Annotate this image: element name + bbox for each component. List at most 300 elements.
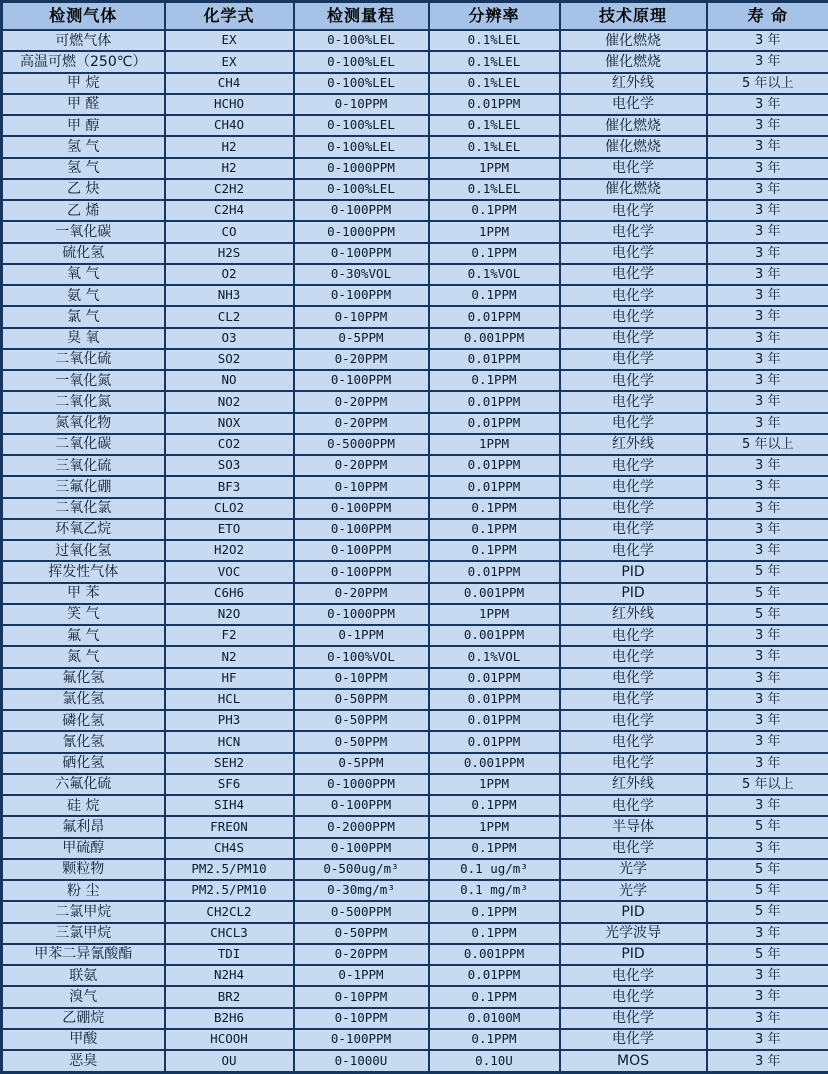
cell-range: 0-100%LEL [294,73,429,94]
cell-formula: C6H6 [165,583,294,604]
cell-lifespan: 5 年以上 [707,774,828,795]
cell-lifespan: 3 年 [707,370,828,391]
cell-range: 0-100PPM [294,540,429,561]
cell-principle: 电化学 [560,243,707,264]
cell-principle: 催化燃烧 [560,136,707,157]
cell-principle: 电化学 [560,986,707,1007]
cell-formula: H2S [165,243,294,264]
cell-resolution: 0.1PPM [429,1029,560,1050]
cell-formula: H2 [165,136,294,157]
cell-formula: CH4O [165,115,294,136]
table-row [2,689,828,710]
cell-resolution: 1PPM [429,604,560,625]
cell-principle: 催化燃烧 [560,51,707,72]
cell-principle: 电化学 [560,795,707,816]
cell-resolution: 0.1%LEL [429,30,560,51]
cell-principle: 光学波导 [560,923,707,944]
table-row [2,179,828,200]
table-row [2,816,828,837]
cell-lifespan: 3 年 [707,200,828,221]
cell-resolution: 0.01PPM [429,476,560,497]
cell-formula: EX [165,51,294,72]
cell-lifespan: 3 年 [707,923,828,944]
table-row [2,200,828,221]
cell-formula: PH3 [165,710,294,731]
cell-gas_name: 甲苯二异氰酸酯 [2,944,165,965]
cell-gas_name: 氧 气 [2,264,165,285]
cell-lifespan: 3 年 [707,285,828,306]
cell-gas_name: 挥发性气体 [2,561,165,582]
cell-gas_name: 过氧化氢 [2,540,165,561]
table-row [2,583,828,604]
header-formula: 化学式 [165,2,294,31]
cell-range: 0-100PPM [294,561,429,582]
cell-formula: ETO [165,519,294,540]
cell-gas_name: 六氟化硫 [2,774,165,795]
cell-resolution: 0.1%VOL [429,264,560,285]
cell-lifespan: 3 年 [707,625,828,646]
cell-range: 0-10PPM [294,668,429,689]
cell-lifespan: 3 年 [707,136,828,157]
cell-gas_name: 溴气 [2,986,165,1007]
cell-resolution: 0.001PPM [429,328,560,349]
cell-lifespan: 3 年 [707,1029,828,1050]
cell-formula: CH4 [165,73,294,94]
cell-range: 0-100PPM [294,1029,429,1050]
table-row [2,540,828,561]
cell-gas_name: 氯 气 [2,306,165,327]
cell-resolution: 0.1PPM [429,370,560,391]
cell-principle: 电化学 [560,306,707,327]
cell-principle: 电化学 [560,625,707,646]
cell-gas_name: 硫化氢 [2,243,165,264]
table-row [2,668,828,689]
cell-range: 0-50PPM [294,731,429,752]
cell-lifespan: 3 年 [707,243,828,264]
cell-resolution: 1PPM [429,774,560,795]
cell-range: 0-20PPM [294,391,429,412]
cell-principle: 电化学 [560,498,707,519]
cell-formula: HF [165,668,294,689]
cell-gas_name: 三氧化硫 [2,455,165,476]
cell-principle: 电化学 [560,94,707,115]
cell-lifespan: 3 年 [707,1008,828,1029]
table-row [2,880,828,901]
cell-resolution: 0.1%LEL [429,73,560,94]
table-row [2,306,828,327]
cell-resolution: 0.1PPM [429,923,560,944]
table-row [2,264,828,285]
cell-principle: 电化学 [560,200,707,221]
cell-range: 0-10PPM [294,1008,429,1029]
cell-formula: EX [165,30,294,51]
cell-gas_name: 二氧化硫 [2,349,165,370]
cell-lifespan: 3 年 [707,413,828,434]
cell-principle: 电化学 [560,1029,707,1050]
table-row [2,221,828,242]
cell-resolution: 0.1PPM [429,838,560,859]
cell-formula: NOX [165,413,294,434]
cell-principle: 电化学 [560,328,707,349]
cell-range: 0-100%LEL [294,136,429,157]
cell-gas_name: 笑 气 [2,604,165,625]
cell-gas_name: 甲酸 [2,1029,165,1050]
cell-resolution: 0.1PPM [429,540,560,561]
cell-range: 0-10PPM [294,476,429,497]
cell-gas_name: 氯化氢 [2,689,165,710]
table-row [2,731,828,752]
cell-range: 0-100PPM [294,370,429,391]
cell-principle: 电化学 [560,221,707,242]
cell-formula: VOC [165,561,294,582]
cell-principle: 电化学 [560,285,707,306]
cell-lifespan: 5 年以上 [707,434,828,455]
cell-gas_name: 一氧化碳 [2,221,165,242]
cell-resolution: 0.001PPM [429,753,560,774]
cell-gas_name: 氟化氢 [2,668,165,689]
cell-formula: SIH4 [165,795,294,816]
cell-principle: 电化学 [560,413,707,434]
cell-principle: 电化学 [560,689,707,710]
cell-gas_name: 粉 尘 [2,880,165,901]
cell-formula: H2 [165,158,294,179]
cell-formula: OU [165,1050,294,1073]
cell-resolution: 0.10U [429,1050,560,1073]
cell-lifespan: 3 年 [707,264,828,285]
cell-lifespan: 3 年 [707,965,828,986]
cell-gas_name: 三氟化硼 [2,476,165,497]
cell-principle: MOS [560,1050,707,1073]
cell-formula: F2 [165,625,294,646]
table-row [2,795,828,816]
cell-gas_name: 乙 烯 [2,200,165,221]
header-resolution: 分辨率 [429,2,560,31]
cell-range: 0-20PPM [294,944,429,965]
cell-range: 0-1000PPM [294,604,429,625]
cell-resolution: 0.01PPM [429,965,560,986]
cell-lifespan: 3 年 [707,689,828,710]
cell-principle: 半导体 [560,816,707,837]
cell-range: 0-2000PPM [294,816,429,837]
cell-lifespan: 3 年 [707,328,828,349]
cell-lifespan: 3 年 [707,668,828,689]
cell-lifespan: 3 年 [707,30,828,51]
table-row [2,328,828,349]
cell-range: 0-500PPM [294,901,429,922]
cell-principle: 催化燃烧 [560,30,707,51]
cell-lifespan: 5 年以上 [707,73,828,94]
cell-lifespan: 5 年 [707,816,828,837]
cell-range: 0-1PPM [294,965,429,986]
cell-gas_name: 环氧乙烷 [2,519,165,540]
cell-formula: HCOOH [165,1029,294,1050]
cell-principle: 电化学 [560,710,707,731]
cell-resolution: 0.001PPM [429,583,560,604]
cell-lifespan: 3 年 [707,221,828,242]
cell-range: 0-100%LEL [294,51,429,72]
cell-principle: PID [560,561,707,582]
cell-resolution: 0.01PPM [429,731,560,752]
cell-lifespan: 3 年 [707,838,828,859]
cell-gas_name: 氮 气 [2,646,165,667]
table-row [2,285,828,306]
cell-resolution: 0.01PPM [429,413,560,434]
cell-formula: TDI [165,944,294,965]
cell-lifespan: 3 年 [707,455,828,476]
cell-range: 0-50PPM [294,923,429,944]
cell-formula: C2H2 [165,179,294,200]
cell-resolution: 0.1PPM [429,986,560,1007]
cell-gas_name: 可燃气体 [2,30,165,51]
cell-principle: 电化学 [560,668,707,689]
cell-resolution: 0.001PPM [429,625,560,646]
cell-lifespan: 3 年 [707,391,828,412]
cell-principle: 催化燃烧 [560,115,707,136]
cell-lifespan: 3 年 [707,795,828,816]
cell-range: 0-100PPM [294,243,429,264]
cell-resolution: 0.1PPM [429,901,560,922]
cell-principle: 电化学 [560,965,707,986]
cell-resolution: 0.1PPM [429,498,560,519]
cell-gas_name: 颗粒物 [2,859,165,880]
cell-lifespan: 5 年 [707,859,828,880]
table-row [2,944,828,965]
cell-gas_name: 二氧化氮 [2,391,165,412]
table-row [2,838,828,859]
cell-formula: PM2.5/PM10 [165,859,294,880]
cell-principle: 光学 [560,880,707,901]
table-row [2,73,828,94]
cell-formula: CH2CL2 [165,901,294,922]
cell-principle: 红外线 [560,774,707,795]
cell-principle: 电化学 [560,455,707,476]
cell-resolution: 0.01PPM [429,455,560,476]
cell-resolution: 0.01PPM [429,306,560,327]
cell-principle: 电化学 [560,370,707,391]
cell-principle: PID [560,901,707,922]
cell-gas_name: 氨 气 [2,285,165,306]
table-row [2,94,828,115]
header-gas-name: 检测气体 [2,2,165,31]
cell-range: 0-100%VOL [294,646,429,667]
cell-lifespan: 5 年 [707,604,828,625]
table-row [2,561,828,582]
header-principle: 技术原理 [560,2,707,31]
cell-lifespan: 3 年 [707,476,828,497]
cell-gas_name: 乙硼烷 [2,1008,165,1029]
cell-resolution: 0.0100M [429,1008,560,1029]
cell-gas_name: 二氧化碳 [2,434,165,455]
cell-resolution: 1PPM [429,434,560,455]
table-row [2,1029,828,1050]
cell-resolution: 1PPM [429,158,560,179]
cell-principle: 电化学 [560,264,707,285]
table-row [2,519,828,540]
cell-formula: B2H6 [165,1008,294,1029]
cell-principle: 红外线 [560,604,707,625]
cell-formula: CO2 [165,434,294,455]
cell-gas_name: 二氧化氯 [2,498,165,519]
cell-range: 0-100%LEL [294,115,429,136]
cell-lifespan: 3 年 [707,753,828,774]
cell-formula: N2 [165,646,294,667]
cell-lifespan: 3 年 [707,646,828,667]
cell-formula: SO2 [165,349,294,370]
cell-formula: CLO2 [165,498,294,519]
cell-range: 0-100PPM [294,498,429,519]
header-range: 检测量程 [294,2,429,31]
table-row [2,30,828,51]
table-row [2,1008,828,1029]
cell-resolution: 0.1PPM [429,795,560,816]
cell-formula: BF3 [165,476,294,497]
cell-principle: 电化学 [560,391,707,412]
cell-gas_name: 甲 醇 [2,115,165,136]
cell-principle: 电化学 [560,476,707,497]
cell-lifespan: 3 年 [707,710,828,731]
cell-gas_name: 磷化氢 [2,710,165,731]
cell-range: 0-5000PPM [294,434,429,455]
cell-gas_name: 一氧化氮 [2,370,165,391]
cell-range: 0-100PPM [294,285,429,306]
cell-gas_name: 氟 气 [2,625,165,646]
cell-principle: 电化学 [560,731,707,752]
table-row [2,646,828,667]
table-row [2,625,828,646]
cell-formula: CHCL3 [165,923,294,944]
table-row [2,604,828,625]
cell-principle: 电化学 [560,158,707,179]
cell-lifespan: 3 年 [707,51,828,72]
cell-resolution: 0.1PPM [429,285,560,306]
cell-range: 0-20PPM [294,583,429,604]
cell-gas_name: 二氯甲烷 [2,901,165,922]
table-row [2,753,828,774]
cell-range: 0-1000PPM [294,221,429,242]
cell-range: 0-1PPM [294,625,429,646]
header-lifespan: 寿 命 [707,2,828,31]
cell-formula: NH3 [165,285,294,306]
cell-lifespan: 3 年 [707,94,828,115]
table-row [2,498,828,519]
table-row [2,859,828,880]
cell-resolution: 0.001PPM [429,944,560,965]
cell-formula: H2O2 [165,540,294,561]
cell-lifespan: 5 年 [707,901,828,922]
cell-formula: HCN [165,731,294,752]
cell-range: 0-100PPM [294,519,429,540]
cell-range: 0-1000PPM [294,158,429,179]
cell-range: 0-1000U [294,1050,429,1073]
cell-range: 0-50PPM [294,689,429,710]
cell-principle: 电化学 [560,838,707,859]
cell-resolution: 0.1PPM [429,243,560,264]
cell-formula: NO [165,370,294,391]
cell-principle: 电化学 [560,349,707,370]
cell-lifespan: 5 年 [707,944,828,965]
cell-gas_name: 氢 气 [2,136,165,157]
cell-principle: 电化学 [560,540,707,561]
cell-lifespan: 5 年 [707,880,828,901]
cell-principle: 催化燃烧 [560,179,707,200]
cell-lifespan: 3 年 [707,540,828,561]
cell-lifespan: 3 年 [707,115,828,136]
cell-lifespan: 5 年 [707,561,828,582]
cell-gas_name: 氮氧化物 [2,413,165,434]
cell-gas_name: 甲 烷 [2,73,165,94]
cell-gas_name: 恶臭 [2,1050,165,1073]
cell-gas_name: 甲 苯 [2,583,165,604]
cell-formula: SO3 [165,455,294,476]
cell-range: 0-100%LEL [294,30,429,51]
cell-principle: PID [560,583,707,604]
cell-principle: 电化学 [560,646,707,667]
cell-principle: 电化学 [560,1008,707,1029]
table-row [2,965,828,986]
header-row [2,2,828,31]
cell-range: 0-10PPM [294,306,429,327]
cell-range: 0-100%LEL [294,179,429,200]
cell-lifespan: 3 年 [707,306,828,327]
cell-resolution: 0.1 ug/m³ [429,859,560,880]
cell-gas_name: 甲 醛 [2,94,165,115]
cell-resolution: 0.1 mg/m³ [429,880,560,901]
cell-formula: CL2 [165,306,294,327]
cell-principle: 红外线 [560,434,707,455]
cell-resolution: 0.01PPM [429,668,560,689]
cell-range: 0-10PPM [294,94,429,115]
table-row [2,370,828,391]
cell-resolution: 0.1%VOL [429,646,560,667]
cell-formula: O3 [165,328,294,349]
table-row [2,455,828,476]
cell-gas_name: 高温可燃（250℃） [2,51,165,72]
cell-resolution: 1PPM [429,816,560,837]
cell-principle: 光学 [560,859,707,880]
table-row [2,774,828,795]
cell-range: 0-20PPM [294,413,429,434]
cell-formula: BR2 [165,986,294,1007]
cell-range: 0-100PPM [294,838,429,859]
cell-principle: 红外线 [560,73,707,94]
cell-lifespan: 3 年 [707,519,828,540]
cell-lifespan: 3 年 [707,179,828,200]
cell-range: 0-500ug/m³ [294,859,429,880]
cell-gas_name: 氟利昂 [2,816,165,837]
cell-range: 0-30%VOL [294,264,429,285]
cell-principle: PID [560,944,707,965]
cell-formula: SEH2 [165,753,294,774]
cell-resolution: 0.1PPM [429,200,560,221]
cell-resolution: 1PPM [429,221,560,242]
cell-gas_name: 乙 炔 [2,179,165,200]
cell-resolution: 0.1%LEL [429,51,560,72]
table-row [2,476,828,497]
table-row [2,115,828,136]
cell-range: 0-10PPM [294,986,429,1007]
cell-resolution: 0.01PPM [429,561,560,582]
table-row [2,434,828,455]
cell-principle: 电化学 [560,753,707,774]
cell-gas_name: 联氨 [2,965,165,986]
cell-resolution: 0.1%LEL [429,136,560,157]
cell-range: 0-20PPM [294,455,429,476]
table-row [2,158,828,179]
cell-range: 0-20PPM [294,349,429,370]
cell-formula: FREON [165,816,294,837]
cell-resolution: 0.1%LEL [429,179,560,200]
cell-resolution: 0.1%LEL [429,115,560,136]
